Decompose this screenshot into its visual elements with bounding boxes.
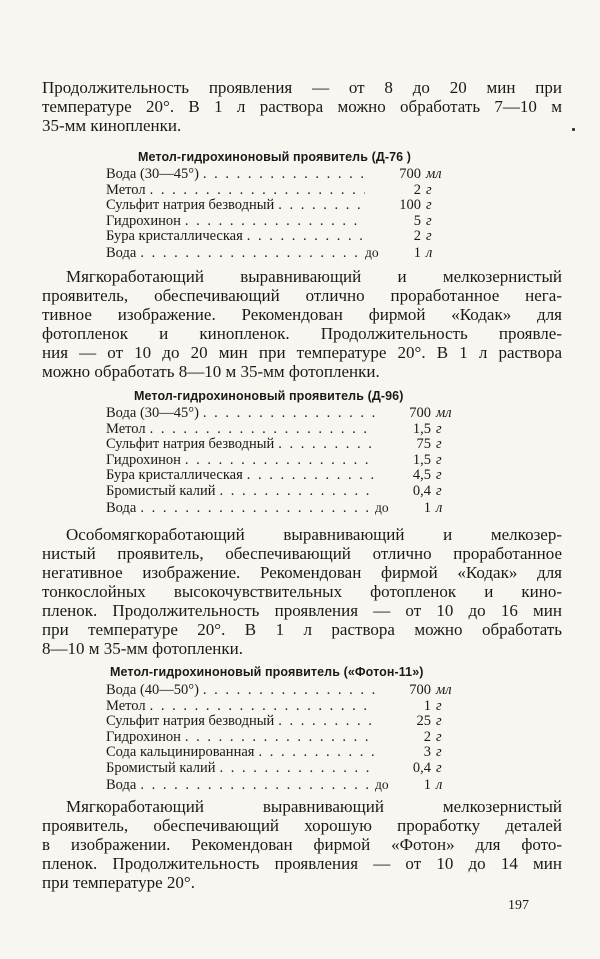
ingredient-unit: мл (436, 405, 452, 421)
paragraph-line: нистый проявитель, обеспечивающий отлично проработанное (42, 544, 562, 563)
ingredient-name: Вода (30—45°) (106, 405, 199, 421)
ingredient-name: Метол (106, 697, 146, 714)
ingredient-amount: 5 (413, 212, 421, 229)
ingredient-name: Сульфит натрия безводный (106, 713, 275, 730)
ingredient-amount: 0,4 (412, 759, 431, 776)
ingredient-amount: 700 (409, 405, 431, 421)
ingredient-amount: 1,5 (412, 420, 431, 437)
ingredient-amount: 25 (416, 713, 431, 730)
paragraph-line: Особомягкоработающий выравнивающий и мелкозер- (66, 525, 562, 544)
ingredient-unit: л (426, 244, 433, 261)
paragraph-line: фотопленок и кинопленок. Продолжительность проявле- (42, 324, 562, 343)
ingredient-amount: 2 (423, 728, 431, 745)
recipe-title-d96: Метол-гидрохиноновый проявитель (Д-96) (134, 389, 404, 403)
ingredient-amount: 1 (423, 776, 431, 793)
paragraph-line: при температуре 20°. (42, 873, 195, 892)
recipe-row (106, 183, 452, 199)
recipe-foton11 (106, 683, 462, 792)
paragraph-line: проявитель, обеспечивающий отлично проработанное нега- (42, 286, 562, 305)
recipe-row (106, 229, 452, 245)
ingredient-amount: 3 (423, 744, 431, 761)
paragraph-line: Продолжительность проявления — от 8 до 20 мин при (42, 78, 562, 97)
recipe-row (106, 714, 462, 730)
ingredient-name: Вода (106, 499, 137, 516)
ingredient-amount: 700 (399, 166, 421, 182)
ingredient-unit: г (436, 451, 442, 468)
ingredient-unit: г (436, 728, 442, 745)
recipe-d96 (106, 406, 462, 515)
paragraph-line: температуре 20°. В 1 л раствора можно обработать 7—10 м (42, 97, 562, 116)
ingredient-amount: 1 (423, 697, 431, 714)
ingredient-unit: г (426, 212, 432, 229)
paragraph-line: проявитель, обеспечивающий хорошую проработку деталей (42, 816, 562, 835)
paragraph-4 (42, 797, 562, 892)
ingredient-unit: г (426, 181, 432, 198)
ingredient-name: Вода (40—50°) (106, 682, 199, 698)
recipe-row (106, 683, 462, 699)
ingredient-unit: л (436, 776, 443, 793)
recipe-title-d76: Метол-гидрохиноновый проявитель (Д-76 ) (138, 150, 412, 164)
paragraph-line: ния — от 10 до 20 мин при температуре 20°. В 1 л раствора (42, 343, 562, 362)
ingredient-unit: г (436, 697, 442, 714)
paragraph-2 (42, 267, 562, 381)
recipe-row (106, 730, 462, 746)
ingredient-name: Сода кальцинированная (106, 744, 255, 761)
recipe-row (106, 245, 452, 261)
ingredient-unit: г (436, 482, 442, 499)
paragraph-line: тонкослойных высокочувствительных фотопленок и кино- (42, 582, 562, 601)
ingredient-unit: г (436, 467, 442, 484)
recipe-row (106, 437, 462, 453)
ingredient-unit: г (426, 228, 432, 245)
ingredient-name: Метол (106, 420, 146, 437)
recipe-row (106, 214, 452, 230)
ingredient-amount: 1 (423, 499, 431, 516)
paragraph-line: пленок. Продолжительность проявления — от 10 до 16 мин (42, 601, 562, 620)
paragraph-1 (42, 78, 562, 135)
page-number: 197 (508, 898, 529, 913)
ingredient-unit: г (436, 713, 442, 730)
ingredient-amount: 4,5 (412, 467, 431, 484)
ingredient-amount: 2 (413, 181, 421, 198)
ingredient-prefix: до (375, 499, 389, 515)
recipe-row (106, 406, 462, 422)
paragraph-line: пленок. Продолжительность проявления — от 10 до 14 мин (42, 854, 562, 873)
ingredient-name: Бромистый калий (106, 759, 216, 776)
recipe-row (106, 699, 462, 715)
ingredient-amount: 1 (413, 244, 421, 261)
recipe-row (106, 167, 452, 183)
paragraph-line: Мягкоработающий выравнивающий мелкозернистый (66, 797, 562, 816)
ingredient-amount: 2 (413, 228, 421, 245)
ingredient-amount: 75 (416, 436, 431, 453)
ingredient-unit: г (436, 759, 442, 776)
paragraph-line: негативное изображение. Рекомендован фирмой «Кодак» для (42, 563, 562, 582)
ingredient-name: Сульфит натрия безводный (106, 436, 275, 453)
ingredient-name: Метол (106, 181, 146, 198)
ingredient-name: Гидрохинон (106, 212, 181, 229)
recipe-row (106, 761, 462, 777)
ingredient-unit: г (436, 436, 442, 453)
paragraph-line: 8—10 м 35-мм фотопленки. (42, 639, 244, 658)
ingredient-name: Вода (30—45°) (106, 166, 199, 182)
recipe-d76 (106, 167, 452, 261)
recipe-row (106, 468, 462, 484)
paragraph-line: тивное изображение. Рекомендован фирмой «Кодак» для (42, 305, 562, 324)
paragraph-3 (42, 525, 562, 658)
print-speck (572, 128, 575, 131)
paragraph-line: Мягкоработающий выравнивающий и мелкозернистый (66, 267, 562, 286)
recipe-row (106, 453, 462, 469)
ingredient-prefix: до (365, 244, 379, 260)
recipe-title-foton11: Метол-гидрохиноновый проявитель («Фотон-11») (110, 665, 424, 679)
ingredient-unit: г (436, 744, 442, 761)
ingredient-unit: мл (436, 682, 452, 698)
ingredient-amount: 100 (399, 197, 421, 214)
recipe-row (106, 745, 462, 761)
ingredient-amount: 0,4 (412, 482, 431, 499)
ingredient-amount: 700 (409, 682, 431, 698)
ingredient-unit: г (426, 197, 432, 214)
ingredient-name: Бромистый калий (106, 482, 216, 499)
paragraph-line: можно обработать 8—10 м 35-мм фотопленки. (42, 362, 380, 381)
ingredient-prefix: до (375, 776, 389, 792)
ingredient-name: Гидрохинон (106, 451, 181, 468)
recipe-row (106, 484, 462, 500)
ingredient-name: Гидрохинон (106, 728, 181, 745)
ingredient-unit: г (436, 420, 442, 437)
paragraph-line: в изображении. Рекомендован фирмой «Фотон» для фото- (42, 835, 562, 854)
paragraph-line: при температуре 20°. В 1 л раствора можно обработать (42, 620, 562, 639)
ingredient-name: Бура кристаллическая (106, 228, 243, 245)
ingredient-amount: 1,5 (412, 451, 431, 468)
recipe-row (106, 500, 462, 516)
recipe-row (106, 777, 462, 793)
ingredient-name: Вода (106, 244, 137, 261)
ingredient-name: Сульфит натрия безводный (106, 197, 275, 214)
recipe-row (106, 422, 462, 438)
ingredient-name: Бура кристаллическая (106, 467, 243, 484)
ingredient-unit: л (436, 499, 443, 516)
paragraph-line: 35-мм кинопленки. (42, 116, 182, 135)
ingredient-unit: мл (426, 166, 442, 182)
recipe-row (106, 198, 452, 214)
ingredient-name: Вода (106, 776, 137, 793)
